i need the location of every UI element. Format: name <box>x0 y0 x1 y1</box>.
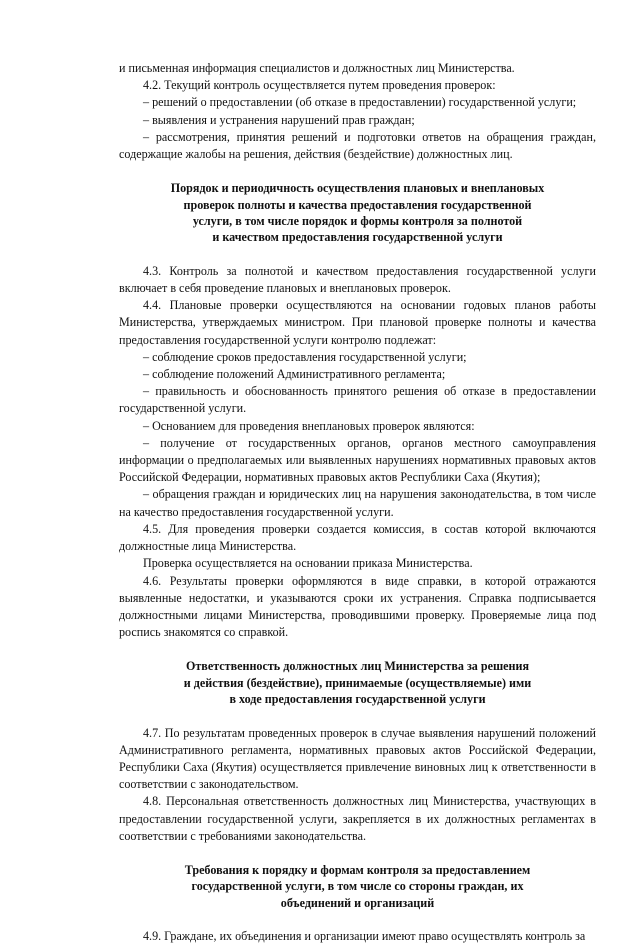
spacer <box>119 163 596 180</box>
spacer <box>119 911 596 928</box>
paragraph: – соблюдение сроков предоставления государственной услуги; <box>143 349 467 364</box>
paragraph: – соблюдение положений Административного регламента; <box>143 367 446 382</box>
paragraph: – решений о предоставлении (об отказе в предоставлении) государственной услуги; <box>143 95 577 110</box>
paragraph: 4.8. Персональная ответственность должностных лиц Министерства, участвующих в предоставлении государственной услуги, закрепляется в их должностных регламентах в соответствии с требованиями законодательства. <box>119 794 596 843</box>
section-heading <box>119 862 596 911</box>
paragraph: и письменная информация специалистов и должностных лиц Министерства. <box>119 61 515 75</box>
paragraph: – рассмотрения, принятия решений и подготовки ответов на обращения граждан, содержащие жалобы на решения, действия (бездействие) должностных лиц. <box>119 129 596 162</box>
spacer <box>119 641 596 658</box>
spacer <box>119 845 596 862</box>
section-heading-line: Требования к порядку и формам контроля за предоставлением <box>184 862 531 877</box>
section-heading-line: и действия (бездействие), принимаемые (осуществляемые) ими <box>183 675 532 690</box>
paragraph: 4.9. Граждане, их объединения и организации имеют право осуществлять контроль за <box>143 929 586 944</box>
paragraph: 4.4. Плановые проверки осуществляются на основании годовых планов работы Министерства, утверждаемых министром. При плановой проверке полноты и качества предоставления государственной услуги контролю подлежат: <box>119 298 596 347</box>
section-heading <box>119 658 596 707</box>
spacer <box>119 708 596 725</box>
paragraph: 4.5. Для проведения проверки создается комиссия, в состав которой включаются должностные лица Министерства. <box>119 521 596 554</box>
paragraph: – выявления и устранения нарушений прав граждан; <box>143 112 415 127</box>
section-heading-line: в ходе предоставления государственной услуги <box>229 692 486 707</box>
paragraph: 4.3. Контроль за полнотой и качеством предоставления государственной услуги включает в себя проведение плановых и внеплановых проверок. <box>119 263 596 296</box>
paragraph: – получение от государственных органов, органов местного самоуправления информации о предполагаемых или выявленных нарушениях нормативных правовых актов Российской Федерации, нормативных правовых актов Республики Саха (Якутия); <box>119 435 596 485</box>
section-heading-line: Ответственность должностных лиц Министерства за решения <box>185 659 530 674</box>
paragraph: – Основанием для проведения внеплановых проверок являются: <box>143 418 475 433</box>
section-heading-line: государственной услуги, в том числе со стороны граждан, их <box>191 879 524 894</box>
spacer <box>119 246 596 263</box>
paragraph: 4.6. Результаты проверки оформляются в виде справки, в которой отражаются выявленные недостатки, и указываются сроки их устранения. Справка подписывается должностными лицами Министерства, проводившими проверку. Проверяемые лица под роспись знакомятся со справкой. <box>119 573 596 640</box>
paragraph: 4.7. По результатам проведенных проверок в случае выявления нарушений положений Административного регламента, нормативных правовых актов Российской Федерации, Республики Саха (Якутия) осуществляется привлечение виновных лиц к ответственности в соответствии с законодательством. <box>119 725 596 792</box>
section-heading <box>119 180 596 246</box>
section-heading-line: объединений и организаций <box>280 895 435 910</box>
section-heading-line: Порядок и периодичность осуществления плановых и внеплановых <box>170 181 545 196</box>
document-page <box>119 60 596 945</box>
section-heading-line: услуги, в том числе порядок и формы контроля за полнотой <box>192 214 523 229</box>
paragraph: Проверка осуществляется на основании приказа Министерства. <box>143 556 473 571</box>
section-heading-line: проверок полноты и качества предоставления государственной <box>183 197 532 212</box>
paragraph: 4.2. Текущий контроль осуществляется путем проведения проверок: <box>143 78 496 93</box>
section-heading-line: и качеством предоставления государственной услуги <box>212 230 503 245</box>
paragraph: – обращения граждан и юридических лиц на нарушения законодательства, в том числе на качество предоставления государственной услуги. <box>119 487 596 519</box>
paragraph: – правильность и обоснованность принятого решения об отказе в предоставлении государственной услуги. <box>119 384 596 416</box>
